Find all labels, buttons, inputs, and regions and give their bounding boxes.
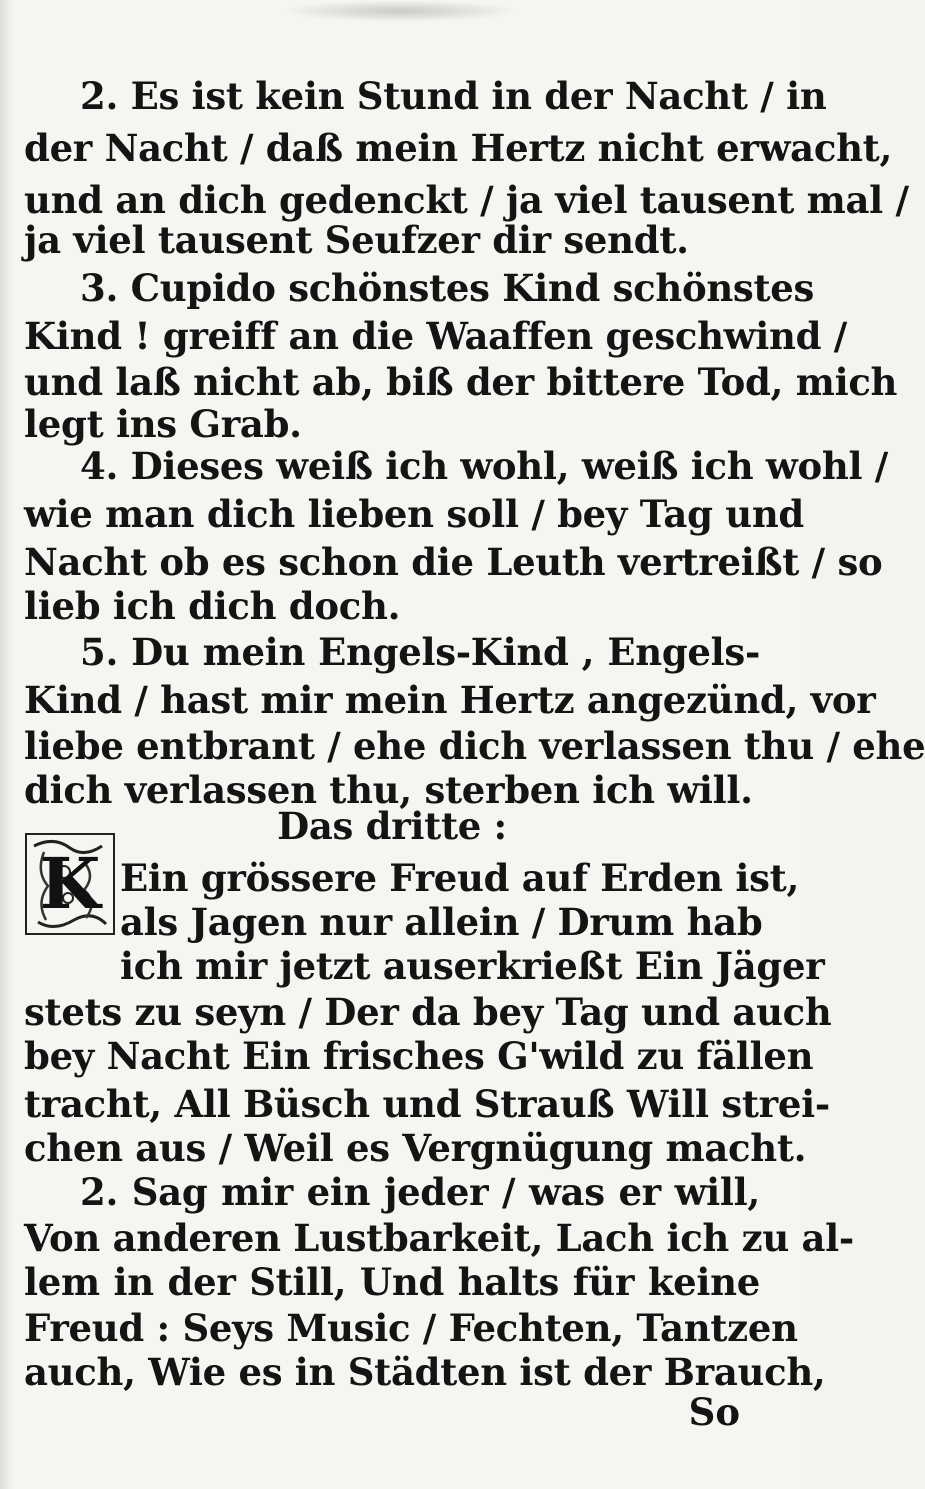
text-line: Ein grössere Freud auf Erden ist,: [120, 856, 800, 900]
text-line: bey Nacht Ein frisches G'wild zu fällen: [24, 1034, 814, 1078]
text-line: Nacht ob es schon die Leuth vertreißt / so: [24, 540, 883, 584]
ornament-initial-icon: [24, 832, 116, 936]
text-line: stets zu seyn / Der da bey Tag und auch: [24, 990, 832, 1034]
text-line: 5. Du mein Engels-Kind , Engels-: [80, 630, 760, 674]
text-line: tracht, All Büsch und Strauß Will strei-: [24, 1082, 830, 1126]
text-line: Von anderen Lustbarkeit, Lach ich zu al-: [24, 1216, 854, 1260]
section-heading: Das dritte :: [277, 804, 507, 848]
text-line: wie man dich lieben soll / bey Tag und: [24, 492, 804, 536]
initial-letter: K: [39, 842, 101, 925]
text-line: der Nacht / daß mein Hertz nicht erwacht,: [24, 126, 893, 170]
text-line: 3. Cupido schönstes Kind schönstes: [80, 266, 815, 310]
text-line: dich verlassen thu, sterben ich will.: [24, 768, 753, 812]
text-line: Freud : Seys Music / Fechten, Tantzen: [24, 1306, 798, 1350]
text-line: lieb ich dich doch.: [24, 584, 401, 628]
text-line: legt ins Grab.: [24, 402, 302, 446]
scan-smudge: [280, 0, 520, 22]
scan-edge-shadow: [0, 0, 14, 1489]
text-line: Kind ! greiff an die Waaffen geschwind /: [24, 314, 847, 358]
catchword: So: [688, 1390, 740, 1434]
text-line: ja viel tausent Seufzer dir sendt.: [24, 218, 689, 262]
text-line: auch, Wie es in Städten ist der Brauch,: [24, 1350, 826, 1394]
decorated-initial: [24, 832, 116, 936]
text-line: 2. Es ist kein Stund in der Nacht / in: [80, 74, 827, 118]
text-line: 2. Sag mir ein jeder / was er will,: [80, 1170, 760, 1214]
text-line: chen aus / Weil es Vergnügung macht.: [24, 1126, 807, 1170]
text-line: lem in der Still, Und halts für keine: [24, 1260, 760, 1304]
text-line: ich mir jetzt auserkrießt Ein Jäger: [120, 944, 825, 988]
text-line: und an dich gedenckt / ja viel tausent mal /: [24, 178, 909, 222]
text-line: und laß nicht ab, biß der bittere Tod, mich: [24, 360, 898, 404]
text-line: 4. Dieses weiß ich wohl, weiß ich wohl /: [80, 444, 889, 488]
text-line: als Jagen nur allein / Drum hab: [120, 900, 763, 944]
text-line: liebe entbrant / ehe dich verlassen thu / ehe: [24, 724, 925, 768]
text-line: Kind / hast mir mein Hertz angezünd, vor: [24, 678, 876, 722]
